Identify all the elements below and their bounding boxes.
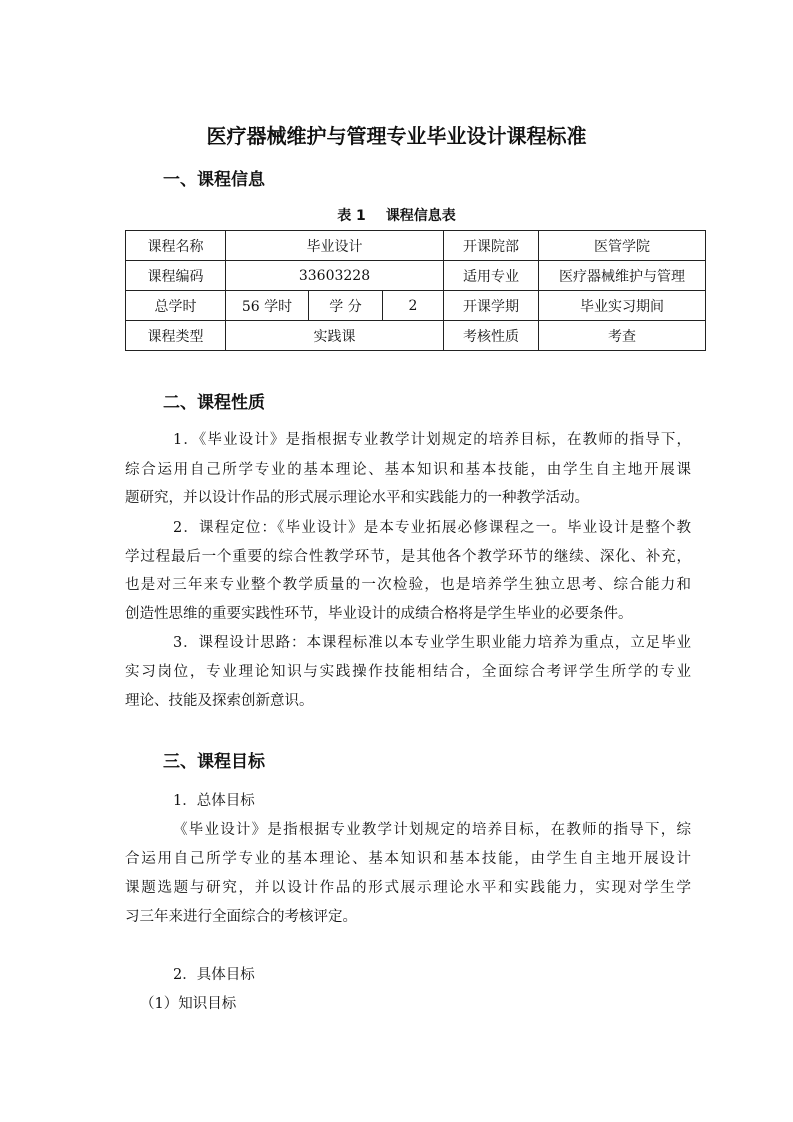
table-caption-text: 课程信息表 bbox=[385, 208, 456, 224]
table-cell: 开课院部 bbox=[444, 231, 539, 261]
table-cell: 开课学期 bbox=[444, 291, 539, 321]
table-row bbox=[126, 261, 706, 291]
table-caption-number: 表 1 bbox=[337, 208, 366, 224]
paragraph-line: 题研究，并以设计作品的形式展示理论水平和实践能力的一种教学活动。 bbox=[125, 490, 589, 506]
table-cell: 56 学时 bbox=[226, 291, 309, 321]
paragraph-line: 1．《毕业设计》是指根据专业教学计划规定的培养目标，在教师的指导下， bbox=[173, 432, 691, 448]
table-cell: 实践课 bbox=[226, 321, 444, 351]
table-cell: 学 分 bbox=[309, 291, 383, 321]
subheading-overall-goal: 1．总体目标 bbox=[173, 793, 255, 809]
document-title: 医疗器械维护与管理专业毕业设计课程标准 bbox=[206, 124, 587, 148]
table-cell: 2 bbox=[383, 291, 444, 321]
table-caption bbox=[0, 206, 793, 226]
paragraph-line: 实习岗位，专业理论知识与实践操作技能相结合，全面综合考评学生所学的专业 bbox=[125, 664, 691, 680]
section-heading-course-goals: 三、课程目标 bbox=[163, 752, 265, 772]
paragraph-line: 3．课程设计思路：本课程标准以本专业学生职业能力培养为重点，立足毕业 bbox=[173, 635, 691, 651]
table-cell: 毕业设计 bbox=[226, 231, 444, 261]
table-cell: 考查 bbox=[539, 321, 706, 351]
table-cell: 医管学院 bbox=[539, 231, 706, 261]
subheading-specific-goals: 2．具体目标 bbox=[173, 967, 255, 983]
table-row bbox=[126, 291, 706, 321]
paragraph-line: 2．课程定位：《毕业设计》是本专业拓展必修课程之一。毕业设计是整个教 bbox=[173, 520, 691, 536]
paragraph-line: 学过程最后一个重要的综合性教学环节，是其他各个教学环节的继续、深化、补充， bbox=[125, 549, 691, 565]
paragraph-line: 理论、技能及探索创新意识。 bbox=[125, 693, 314, 709]
table-cell: 33603228 bbox=[226, 261, 444, 291]
paragraph-line: 综合运用自己所学专业的基本理论、基本知识和基本技能，由学生自主地开展课 bbox=[125, 462, 691, 478]
table-row bbox=[126, 321, 706, 351]
table-cell: 课程编码 bbox=[126, 261, 226, 291]
table-cell: 考核性质 bbox=[444, 321, 539, 351]
table-cell: 课程名称 bbox=[126, 231, 226, 261]
table-cell: 医疗器械维护与管理 bbox=[539, 261, 706, 291]
paragraph-line: 也是对三年来专业整个教学质量的一次检验，也是培养学生独立思考、综合能力和 bbox=[125, 577, 691, 593]
subheading-knowledge-goals: （1）知识目标 bbox=[140, 996, 237, 1012]
section-heading-course-nature: 二、课程性质 bbox=[163, 393, 265, 413]
table-cell: 毕业实习期间 bbox=[539, 291, 706, 321]
section-heading-course-info: 一、课程信息 bbox=[163, 170, 265, 190]
paragraph-line: 《毕业设计》是指根据专业教学计划规定的培养目标，在教师的指导下，综 bbox=[173, 822, 691, 838]
table-cell: 总学时 bbox=[126, 291, 226, 321]
paragraph-line: 课题选题与研究，并以设计作品的形式展示理论水平和实践能力，实现对学生学 bbox=[125, 880, 691, 896]
paragraph-line: 合运用自己所学专业的基本理论、基本知识和基本技能，由学生自主地开展设计 bbox=[125, 851, 691, 867]
table-cell: 适用专业 bbox=[444, 261, 539, 291]
table-row bbox=[126, 231, 706, 261]
paragraph-line: 习三年来进行全面综合的考核评定。 bbox=[125, 909, 357, 925]
table-cell: 课程类型 bbox=[126, 321, 226, 351]
course-info-table bbox=[125, 230, 706, 351]
paragraph-line: 创造性思维的重要实践性环节，毕业设计的成绩合格将是学生毕业的必要条件。 bbox=[125, 606, 633, 622]
